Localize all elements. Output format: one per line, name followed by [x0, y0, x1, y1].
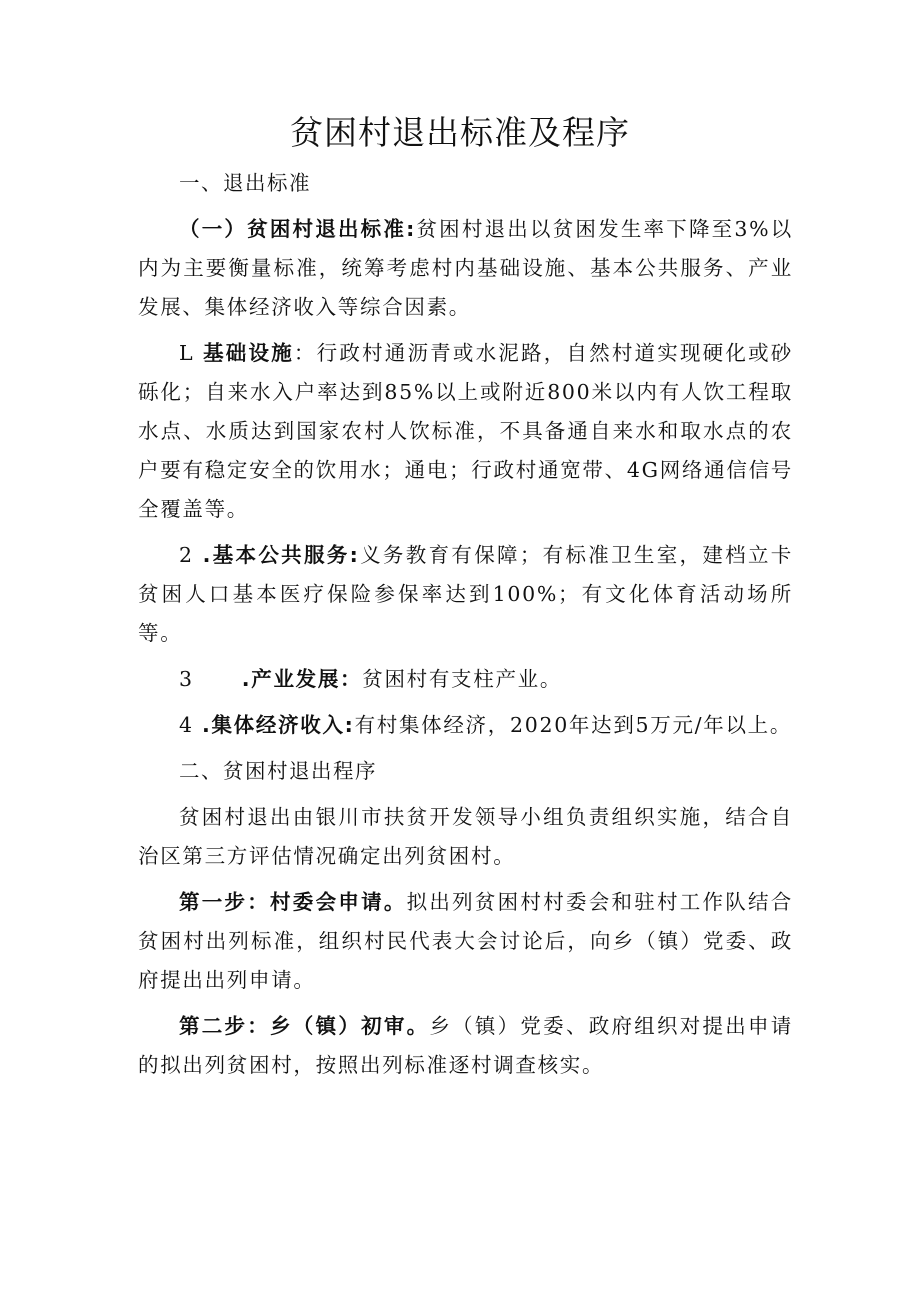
paragraph-lead: 第一步：村委会申请。 — [179, 890, 407, 914]
paragraph-separator: ： — [293, 341, 317, 365]
paragraph-infrastructure — [138, 334, 793, 529]
paragraph-industry-development — [138, 660, 793, 699]
paragraph-step-one — [138, 883, 793, 1000]
paragraph-lead: .集体经济收入: — [201, 713, 355, 737]
section-heading-exit-standards: 一、退出标准 — [179, 171, 311, 195]
paragraph-lead: .产业发展： — [241, 667, 363, 691]
item-number: 3 — [179, 667, 194, 691]
paragraph-lead: 第二步：乡（镇）初审。 — [179, 1014, 430, 1038]
item-number: 2 — [179, 543, 194, 567]
paragraph-procedure-intro — [138, 798, 793, 876]
paragraph-body: 乡（镇）党委、政府组织对提出申请的拟出列贫困村，按照出列标准逐村调查核实。 — [138, 1014, 793, 1077]
section-heading-exit-procedure: 二、贫困村退出程序 — [179, 759, 377, 783]
paragraph-lead: 基础设施 — [203, 341, 294, 365]
paragraph-body: 义务教育有保障；有标准卫生室，建档立卡贫困人口基本医疗保险参保率达到100%；有文化体育活动场所等。 — [138, 543, 793, 645]
paragraph-collective-income — [138, 706, 793, 745]
document-title: 贫困村退出标准及程序 — [290, 113, 630, 152]
paragraph-village-exit-standard — [138, 210, 793, 327]
document-body — [138, 164, 793, 1092]
paragraph-body: 拟出列贫困村村委会和驻村工作队结合贫困村出列标准，组织村民代表大会讨论后，向乡（镇）党委、政府提出出列申请。 — [138, 890, 794, 992]
paragraph-lead: （一）贫困村退出标准: — [179, 217, 416, 241]
item-number: L — [179, 341, 195, 365]
paragraph-body: 贫困村退出以贫困发生率下降至3%以内为主要衡量标准，统筹考虑村内基础设施、基本公共服务、产业发展、集体经济收入等综合因素。 — [138, 217, 793, 319]
item-number: 4 — [179, 713, 194, 737]
paragraph-body: 有村集体经济，2020年达到5万元/年以上。 — [354, 713, 793, 737]
paragraph-lead: .基本公共服务: — [202, 543, 360, 567]
paragraph-public-services — [138, 536, 793, 653]
paragraph-body: 行政村通沥青或水泥路，自然村道实现硬化或砂砾化；自来水入户率达到85%以上或附近800米以内有人饮工程取水点、水质达到国家农村人饮标准，不具备通自来水和取水点的农户要有稳定安全的饮用水；通电；行政村通宽带、4G网络通信信号全覆盖等。 — [138, 341, 794, 521]
paragraph-body: 贫困村有支柱产业。 — [362, 667, 563, 691]
paragraph-body: 贫困村退出由银川市扶贫开发领导小组负责组织实施，结合自治区第三方评估情况确定出列贫困村。 — [138, 805, 793, 868]
paragraph-step-two — [138, 1007, 793, 1085]
